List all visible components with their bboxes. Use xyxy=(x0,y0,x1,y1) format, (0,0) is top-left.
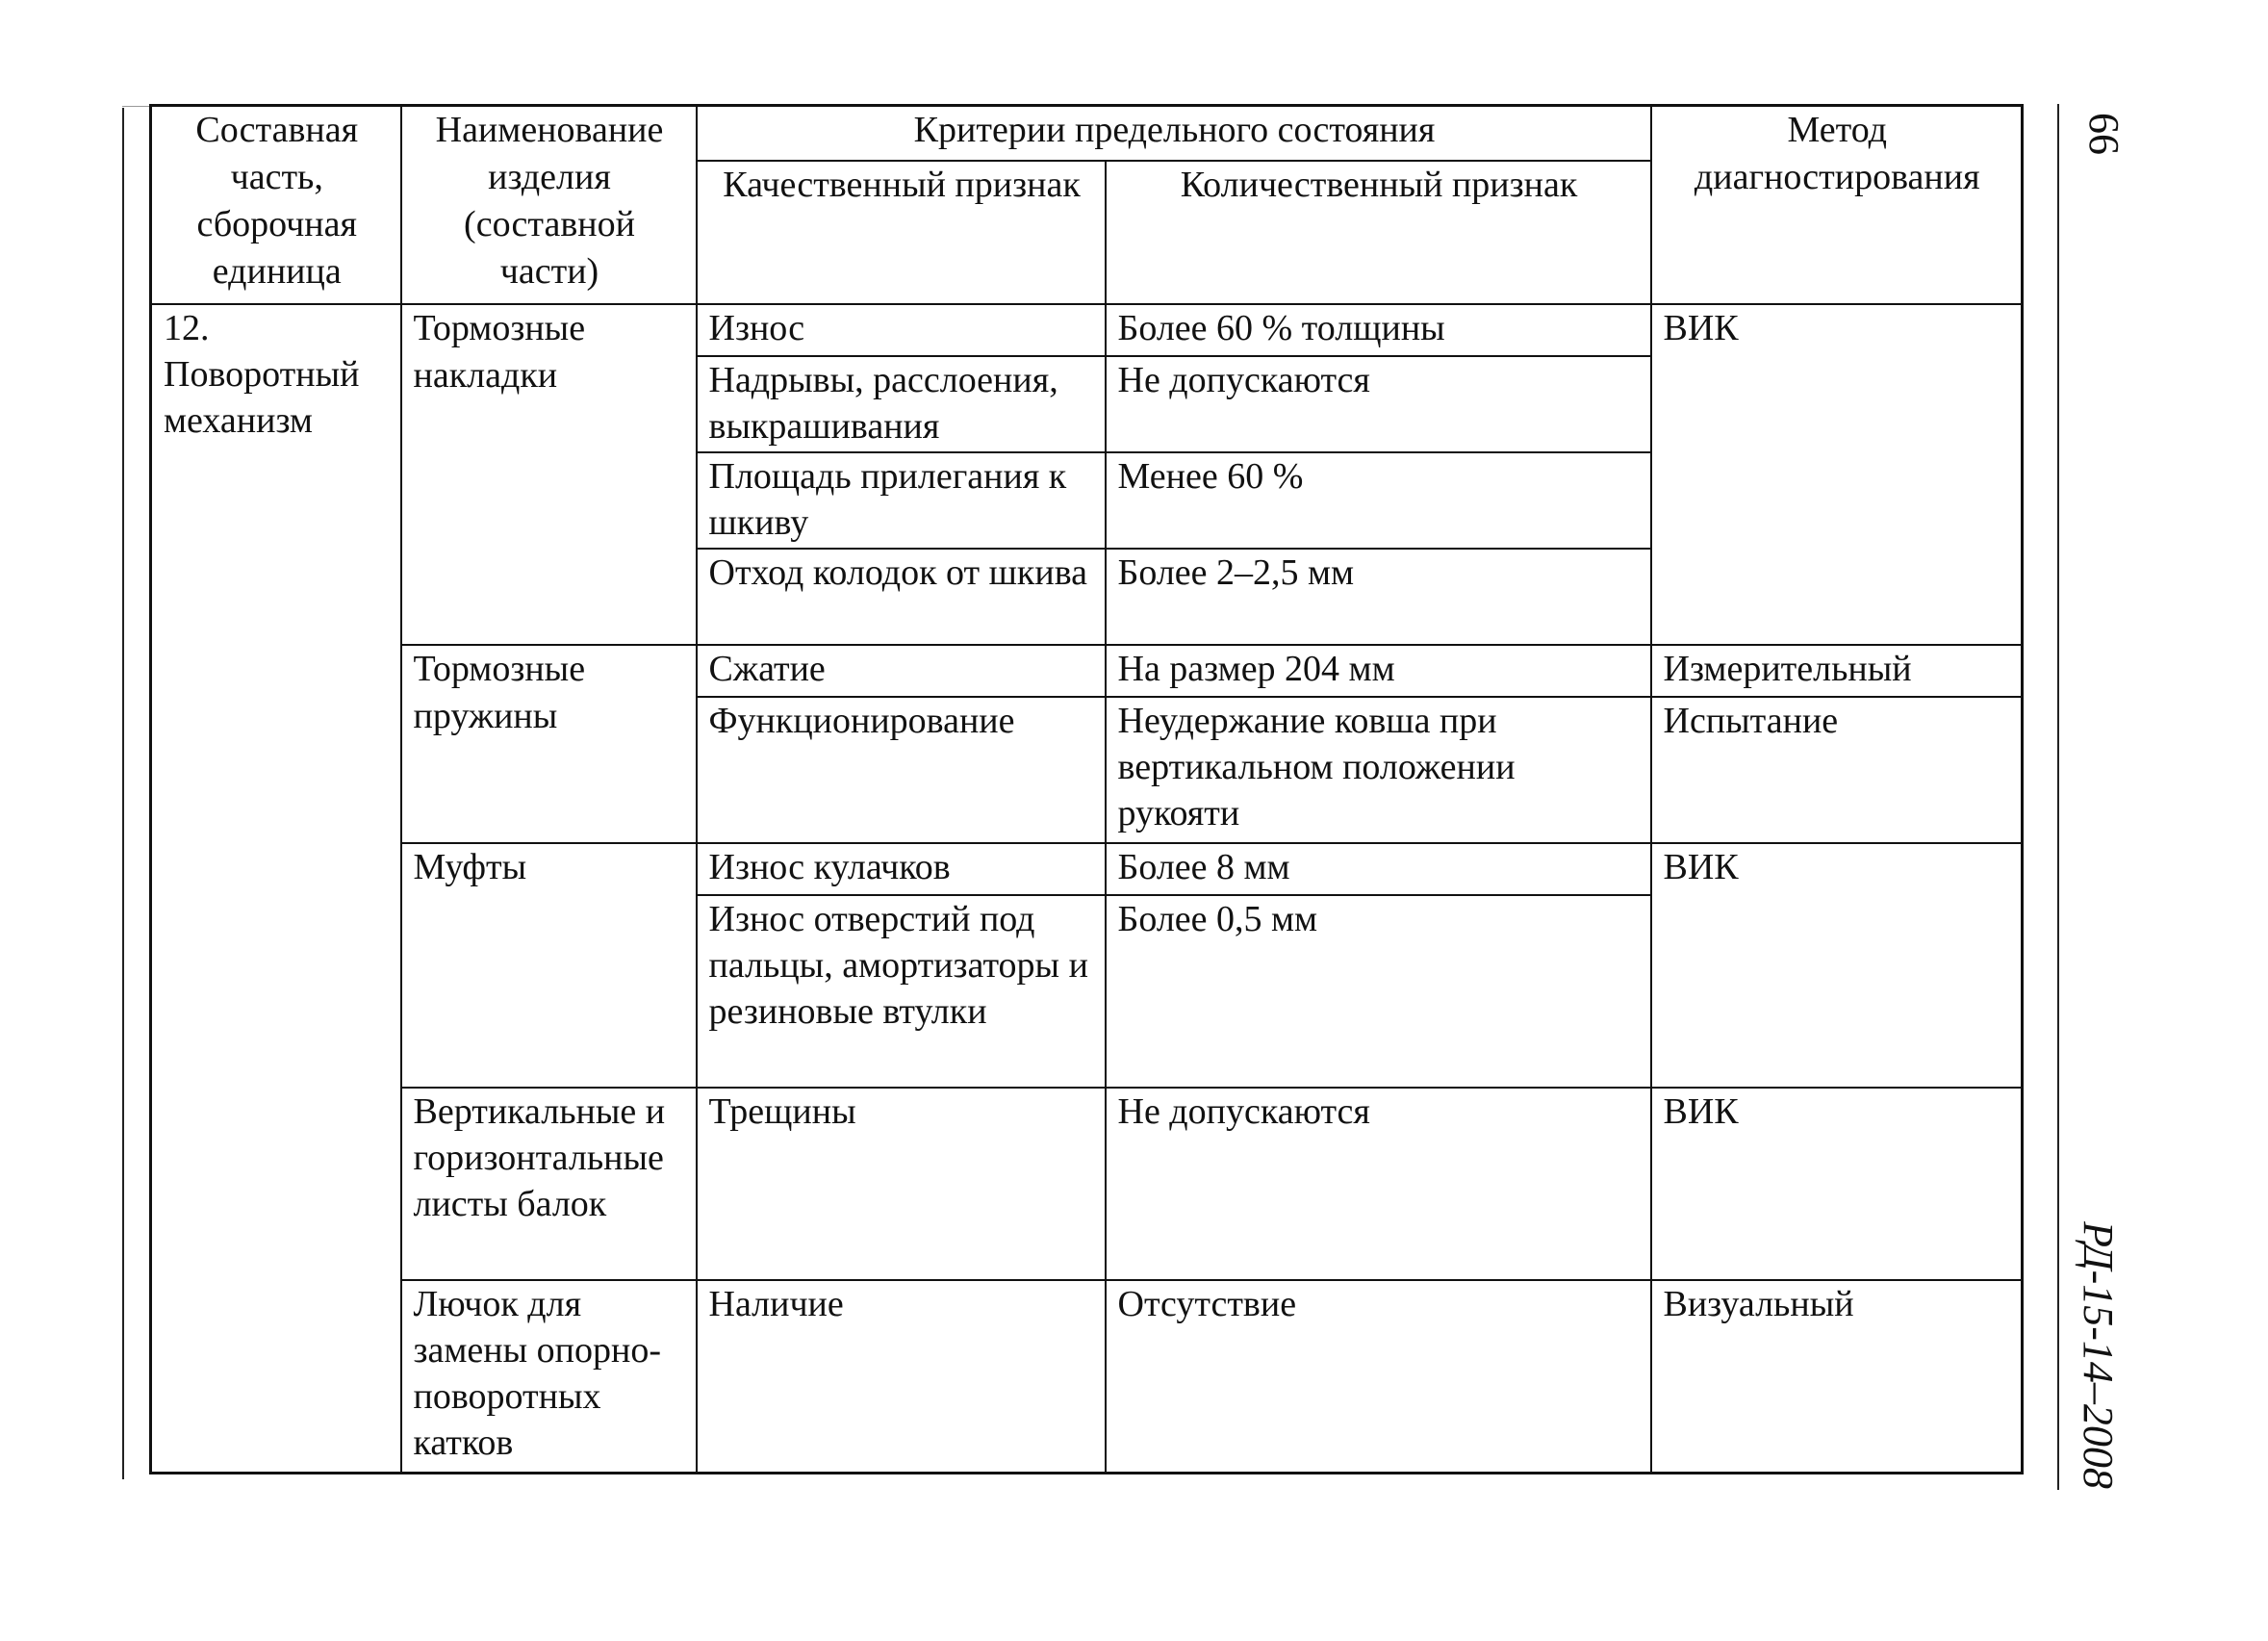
method-cell: ВИК xyxy=(1651,1088,2023,1280)
quantitative-cell: Более 8 мм xyxy=(1106,843,1651,895)
method-cell: ВИК xyxy=(1651,304,2023,645)
component-cell: 12. Поворотный механизм xyxy=(151,304,401,1473)
quantitative-cell: Не допускаются xyxy=(1106,356,1651,452)
header-item-name: Наименование изделия (составной части) xyxy=(401,106,697,305)
method-cell: Испытание xyxy=(1651,697,2023,843)
item-cell: Лючок для замены опорно-поворотных катков xyxy=(401,1280,697,1473)
quantitative-cell: Менее 60 % xyxy=(1106,452,1651,549)
header-quantitative: Количественный признак xyxy=(1106,161,1651,304)
table-row xyxy=(151,843,2023,895)
table-header xyxy=(151,106,2023,305)
table-row xyxy=(151,645,2023,697)
header-method: Метод диагностирования xyxy=(1651,106,2023,305)
item-cell: Тормозные накладки xyxy=(401,304,697,645)
item-cell: Тормозные пружины xyxy=(401,645,697,843)
table-row xyxy=(151,304,2023,356)
quantitative-cell: Неудержание ковша при вертикальном положении рукояти xyxy=(1106,697,1651,843)
criteria-table xyxy=(149,104,2024,1474)
header-qualitative: Качественный признак xyxy=(697,161,1106,304)
method-cell: ВИК xyxy=(1651,843,2023,1088)
qualitative-cell: Отход колодок от шкива xyxy=(697,549,1106,645)
item-cell: Вертикальные и горизонтальные листы балок xyxy=(401,1088,697,1280)
qualitative-cell: Износ отверстий под пальцы, амортизаторы и резиновые втулки xyxy=(697,895,1106,1088)
header-component: Составная часть, сборочная единица xyxy=(151,106,401,305)
qualitative-cell: Износ xyxy=(697,304,1106,356)
qualitative-cell: Надрывы, расслоения, выкрашивания xyxy=(697,356,1106,452)
item-cell: Муфты xyxy=(401,843,697,1088)
table-body xyxy=(151,304,2023,1473)
qualitative-cell: Функционирование xyxy=(697,697,1106,843)
left-margin-rule xyxy=(122,108,124,1479)
qualitative-cell: Сжатие xyxy=(697,645,1106,697)
table-row xyxy=(151,1280,2023,1473)
quantitative-cell: Отсутствие xyxy=(1106,1280,1651,1473)
qualitative-cell: Наличие xyxy=(697,1280,1106,1473)
qualitative-cell: Площадь прилегания к шкиву xyxy=(697,452,1106,549)
page-number: 66 xyxy=(2080,113,2128,155)
quantitative-cell: На размер 204 мм xyxy=(1106,645,1651,697)
method-cell: Визуальный xyxy=(1651,1280,2023,1473)
header-criteria: Критерии предельного состояния xyxy=(697,106,1651,162)
qualitative-cell: Трещины xyxy=(697,1088,1106,1280)
document-code: РД-15-14–2008 xyxy=(2075,1221,2122,1489)
qualitative-cell: Износ кулачков xyxy=(697,843,1106,895)
quantitative-cell: Не допускаются xyxy=(1106,1088,1651,1280)
right-margin-rule xyxy=(2057,104,2059,1490)
quantitative-cell: Более 60 % толщины xyxy=(1106,304,1651,356)
quantitative-cell: Более 2–2,5 мм xyxy=(1106,549,1651,645)
table-row xyxy=(151,1088,2023,1280)
method-cell: Измерительный xyxy=(1651,645,2023,697)
quantitative-cell: Более 0,5 мм xyxy=(1106,895,1651,1088)
